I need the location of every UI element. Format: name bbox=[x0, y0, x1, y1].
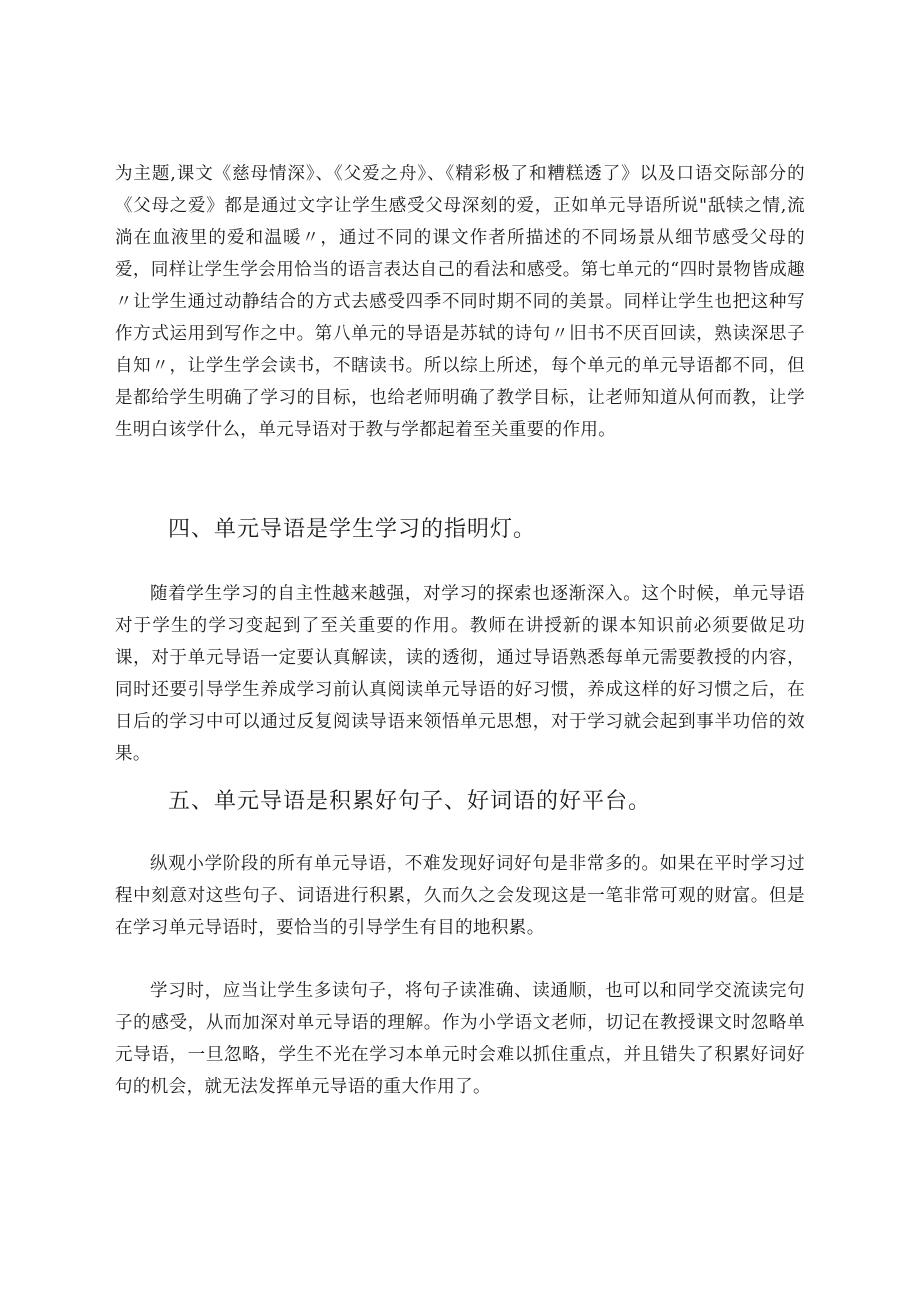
section-heading-five: 五、单元导语是积累好句子、好词语的好平台。 bbox=[168, 789, 652, 814]
paragraph-reading-practice: 学习时，应当让学生多读句子，将句子读准确、读通顺，也可以和同学交流读完句子的感受，从而加深对单元导语的理解。作为小学语文老师，切记在教授课文时忽略单元导语，一旦忽略，学生不光在学习本单元时会难以抓住重点，并且错失了积累好词好句的机会，就无法发挥单元导语的重大作用了。 bbox=[115, 981, 805, 1097]
section-heading-four: 四、单元导语是学生学习的指明灯。 bbox=[168, 517, 537, 542]
paragraph-guiding-light: 随着学生学习的自主性越来越强，对学习的探索也逐渐深入。这个时候，单元导语对于学生的学习变起到了至关重要的作用。教师在讲授新的课本知识前必须要做足功课，对于单元导语一定要认真解读，读的透彻，通过导语熟悉每单元需要教授的内容，同时还要引导学生养成学习前认真阅读单元导语的好习惯，养成这样的好习惯之后，在日后的学习中可以通过反复阅读导语来领悟单元思想，对于学习就会起到事半功倍的效果。 bbox=[115, 584, 805, 764]
paragraph-accumulation: 纵观小学阶段的所有单元导语，不难发现好词好句是非常多的。如果在平时学习过程中刻意对这些句子、词语进行积累，久而久之会发现这是一笔非常可观的财富。但是在学习单元导语时，要恰当的引导学生有目的地积累。 bbox=[115, 854, 805, 938]
paragraph-unit-summary: 为主题,课文《慈母情深》、《父爱之舟》、《精彩极了和糟糕透了》以及口语交际部分的《父母之爱》都是通过文字让学生感受父母深刻的爱，正如单元导语所说"舐犊之情,流淌在血液里的爱和温暖〃，通过不同的课文作者所描述的不同场景从细节感受父母的爱，同样让学生学会用恰当的语言表达自己的看法和感受。第七单元的“四时景物皆成趣〃让学生通过动静结合的方式去感受四季不同时期不同的美景。同样让学生也把这种写作方式运用到写作之中。第八单元的导语是苏轼的诗句〃旧书不厌百回读，熟读深思子自知〃，让学生学会读书，不瞎读书。所以综上所述，每个单元的单元导语都不同，但是都给学生明确了学习的目标，也给老师明确了教学目标，让老师知道从何而教，让学生明白该学什么，单元导语对于教与学都起着至关重要的作用。 bbox=[115, 164, 805, 440]
